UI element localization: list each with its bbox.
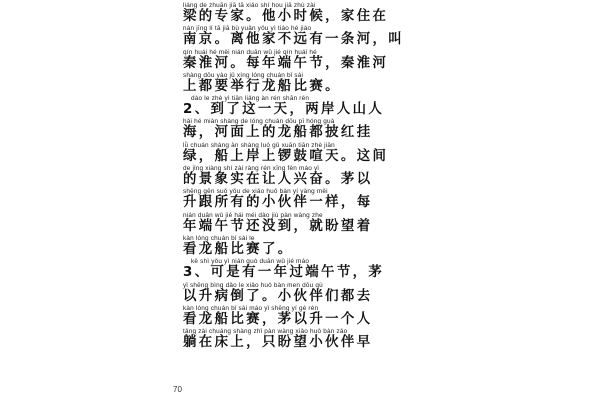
hanzi-line: 躺在床上，只盼望小伙伴早 [183, 335, 373, 351]
hanzi-line: 3、可是有一年过端午节，茅 [183, 265, 385, 281]
hanzi-line: 梁的专家。他小时候，家住在 [183, 9, 389, 24]
pinyin-line: dào le zhè yì tiān liǎng àn rén shān rén [191, 95, 310, 103]
pinyin-line: nián duān wǔ jié hái méi dào jiù pàn wàng zhe [183, 211, 323, 219]
text-line [183, 49, 415, 72]
text-line [183, 142, 415, 165]
pinyin-line: de jǐng xiàng shí zài ràng rén xīng fèn máo yǐ [183, 165, 320, 173]
hanzi-line: 看龙船比赛，茅以升一个人 [183, 311, 373, 327]
text-line [183, 212, 415, 235]
text-line [183, 72, 415, 95]
pinyin-line: tǎng zài chuáng shàng zhǐ pàn wàng xiǎo huǒ bàn zǎo [183, 328, 348, 336]
hanzi-line: 海，河面上的龙船都披红挂 [183, 125, 373, 141]
hanzi-line: 绿，船上岸上锣鼓喧天。这间 [183, 148, 389, 164]
hanzi-line: 秦淮河。每年端午节，秦淮河 [183, 55, 389, 71]
hanzi-line: 上都要举行龙船比赛。 [183, 78, 341, 94]
pinyin-line: liáng de zhuān jiā tā xiǎo shí hou jiā zhù zài [183, 2, 316, 9]
pinyin-line: kě shì yǒu yì nián guò duān wǔ jié máo [191, 258, 310, 266]
text-block [183, 2, 415, 351]
hanzi-line: 看龙船比赛了。 [183, 241, 294, 257]
hanzi-line: 年端午节还没到，就盼望着 [183, 218, 373, 234]
text-line [183, 282, 415, 305]
paragraph-start-line [183, 95, 415, 118]
page-number: 70 [173, 385, 182, 394]
text-line [183, 188, 415, 211]
text-line [183, 235, 415, 258]
pinyin-line: hǎi hé miàn shàng de lóng chuán dōu pī hóng guà [183, 118, 335, 126]
text-line [183, 2, 415, 25]
text-line [183, 165, 415, 188]
hanzi-line: 南京。离他家不远有一条河，叫 [183, 32, 405, 48]
text-line [183, 328, 415, 351]
pinyin-line: nán jīng lí tā jiā bù yuǎn yǒu yì tiáo hé jiào [183, 25, 312, 33]
hanzi-line: 以升病倒了。小伙伴们都去 [183, 288, 373, 304]
paragraph-start-line [183, 258, 415, 281]
text-line [183, 305, 415, 328]
hanzi-line: 的景象实在让人兴奋。茅以 [183, 172, 373, 188]
pinyin-line: qín huái hé měi nián duān wǔ jié qín huái hé [183, 48, 317, 56]
hanzi-line: 2、到了这一天，两岸人山人 [183, 102, 385, 118]
pinyin-line: yǐ shēng bìng dǎo le xiǎo huǒ bàn men dōu qù [183, 281, 323, 289]
pinyin-line: shàng dōu yào jǔ xíng lóng chuán bǐ sài [183, 71, 304, 79]
text-line [183, 25, 415, 48]
pinyin-line: kàn lóng chuán bǐ sài le [183, 234, 255, 242]
hanzi-line: 升跟所有的小伙伴一样，每 [183, 195, 373, 211]
pinyin-line: kàn lóng chuán bǐ sài máo yǐ shēng yí gè rén [183, 304, 319, 312]
pinyin-line: shēng gēn suǒ yǒu de xiǎo huǒ bàn yí yàng měi [183, 188, 328, 196]
text-line [183, 118, 415, 141]
pinyin-line: lǜ chuán shàng àn shàng luó gǔ xuān tiān zhè jiān [183, 141, 335, 149]
